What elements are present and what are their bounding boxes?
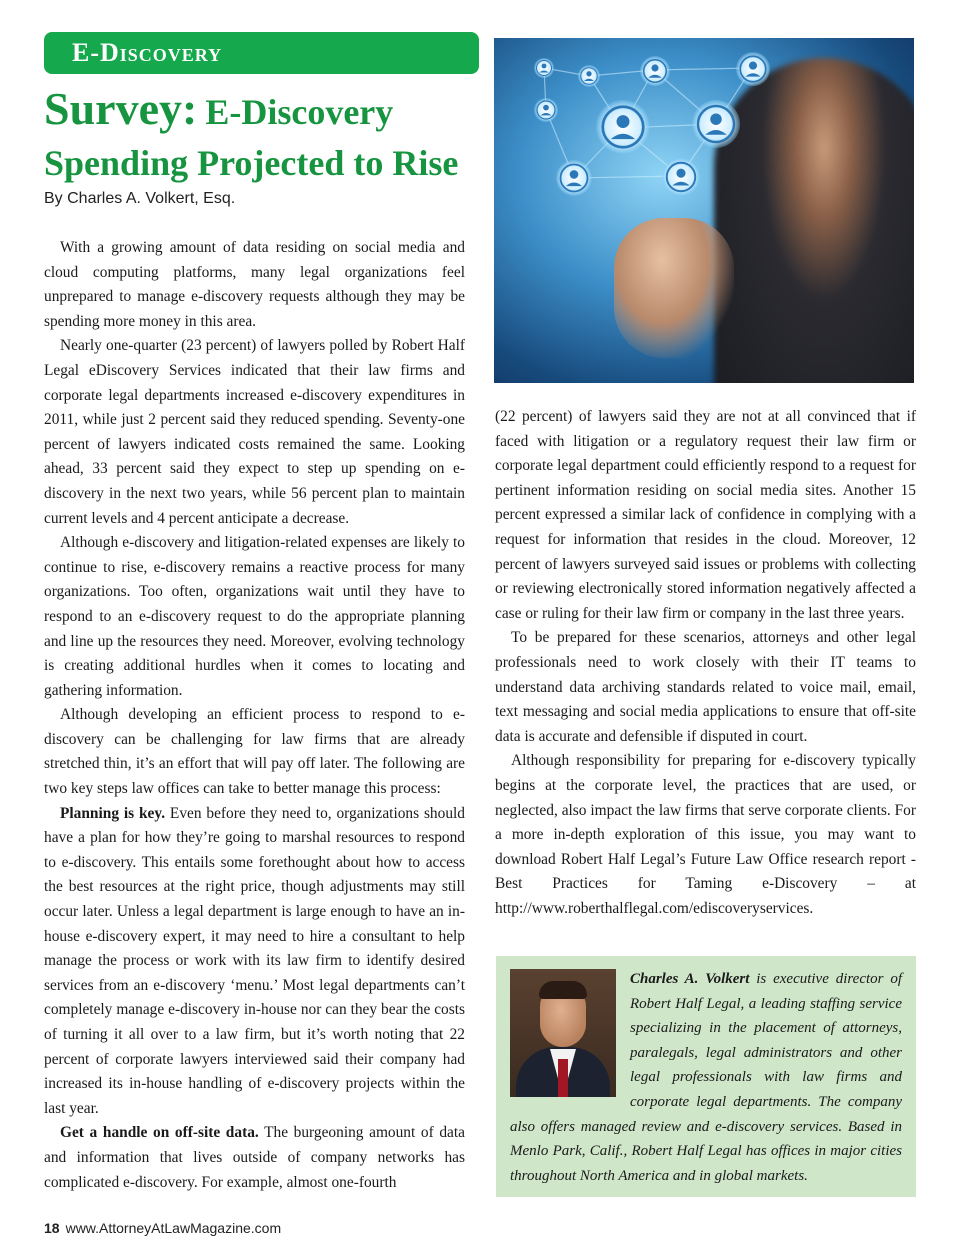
user-node-icon [596,100,650,154]
headline-lead: Survey: [44,83,198,134]
user-node-icon [736,52,770,86]
headline-line2: Spending Projected to Rise [44,143,459,183]
paragraph [44,802,465,1122]
paragraph-text: Even before they need to, organizations should have a plan for how they’re going to marshal resources to respond to e-discovery. This entails some forethought about how to access the best resources at the right price, though adjustments may still occur later. Unless a legal department is large enough to have an in-house e-discovery expert, it may need to hire a consultant to help manage the process or work with its law firm to identify desired services from an e-discovery ‘menu.’ Most legal departments can’t completely manage e-discovery in-house nor can they bear the costs of turning it all over to a law firm, but it’s worth noting that 22 percent of corporate lawyers interviewed said their company had increased its in-house handling of e-discovery projects within the last year. [44,804,465,1117]
hero-photo [494,38,914,383]
author-bio-text: is executive director of Robert Half Legal, a leading staffing service specializing in the placement of attorneys, paralegals, legal administrators and other legal professionals with law firms and corporate legal departments. The company also offers managed review and e-discovery services. Based in Menlo Park, Calif., Robert Half Legal has offices in major cities throughout North America and in global markets. [510,971,902,1184]
paragraph: To be prepared for these scenarios, attorneys and other legal professionals need to work closely with their IT teams to understand data archiving standards related to voice mail, email, text messaging and social media applications to ensure that off-site data is accurate and defensible if disputed in court. [495,629,916,745]
user-node-icon [662,158,700,196]
author-bio-box [496,956,916,1197]
paragraph: Nearly one-quarter (23 percent) of lawyers polled by Robert Half Legal eDiscovery Services indicated that their law firms and corporate legal departments increased e-discovery expenditures in 2011, while just 2 percent said they reduced spending. Seventy-one percent of lawyers indicated costs remained the same. Looking ahead, 33 percent said they expect to step up spending on e-discovery in the next two years, while 56 percent plan to maintain current levels and 4 percent anticipate a decrease. [44,337,465,527]
page-footer [44,1220,281,1236]
user-node-icon [556,160,592,196]
paragraph [44,1121,465,1195]
user-node-icon [534,98,558,122]
author-bio [510,967,902,1188]
user-node-icon [534,58,554,78]
page-number: 18 [44,1220,60,1236]
paragraph: Although responsibility for preparing for e-discovery typically begins at the corporate level, the practices that are used, or neglected, also impact the law firms that serve corporate clients. For a more in-depth exploration of this issue, you may want to download Robert Half Legal’s Future Law Office research report - Best Practices for Taming e-Discovery – at http://www.roberthalflegal.com/ediscoveryservices. [495,752,916,917]
paragraph: Although e-discovery and litigation-related expenses are likely to continue to rise, e-discovery remains a reactive process for many organizations. Too often, organizations wait until they have to respond to an e-discovery request to do the appropriate planning and line up the resources they need. Moreover, evolving technology is creating additional hurdles when it comes to locating and gathering information. [44,534,465,699]
user-node-icon [692,100,740,148]
paragraph: With a growing amount of data residing on social media and cloud computing platforms, many legal organizations feel unprepared to manage e-discovery requests although they may be spending more money in this area. [44,239,465,330]
user-node-icon [578,65,600,87]
user-node-icon [640,56,670,86]
run-in-heading: Planning is key. [60,804,166,822]
paragraph: (22 percent) of lawyers said they are not at all convinced that if faced with litigation or a regulatory request their law firm or corporate legal department could efficiently respond to a request for pertinent information residing on social media sites. Another 15 percent expressed a similar lack of confidence in complying with a request for information that resides in the cloud. Moreover, 12 percent of lawyers surveyed said issues or problems with collecting or reviewing electronically stored information negatively affected a case or ruling for their law firm or company in the last three years. [495,408,916,622]
pointing-hand [614,218,734,358]
byline: By Charles A. Volkert, Esq. [44,190,236,207]
section-tag: E-Discovery [44,32,479,74]
paragraph-text: The burgeoning amount of data and information that lives outside of company networks has complicated e-discovery. For example, almost one-fourth [44,1124,465,1191]
author-name: Charles A. Volkert [630,971,750,987]
headline-rest: E-Discovery [205,92,394,132]
headline [44,84,484,188]
run-in-heading: Get a handle on off-site data. [60,1124,259,1142]
paragraph: Although developing an efficient process to respond to e-discovery can be challenging for law firms that are already stretched thin, it’s an effort that will pay off later. The following are two key steps law offices can take to better manage this process: [44,706,465,798]
article-column-left [44,236,465,1195]
footer-website: www.AttorneyAtLawMagazine.com [65,1220,282,1236]
article-column-right [495,405,916,921]
man-figure [714,58,914,383]
